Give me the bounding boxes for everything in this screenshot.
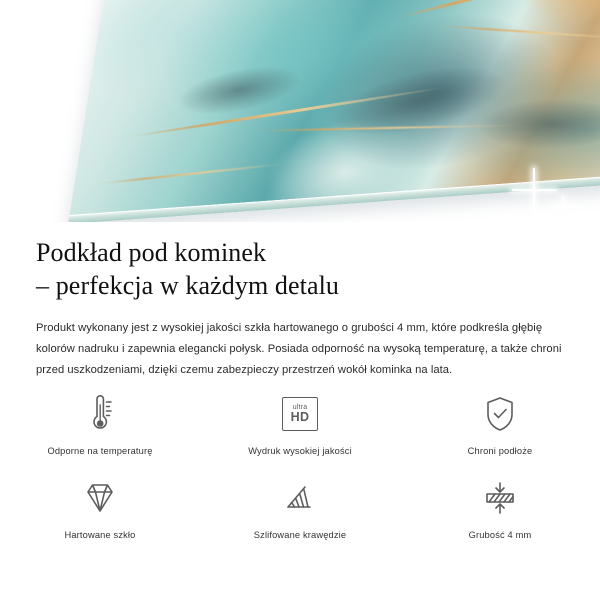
ultra-hd-icon bbox=[282, 392, 318, 436]
text-content bbox=[0, 222, 600, 381]
feature-item-polished-edges bbox=[200, 476, 400, 540]
hero-image bbox=[0, 0, 600, 222]
description-paragraph: Produkt wykonany jest z wysokiej jakości szkła hartowanego o grubości 4 mm, które podkreśla głębię kolorów nadruku i zapewnia elegancki połysk. Posiada odporność na wysoką temperaturę, a także chroni przed uszkodzeniami, dzięki czemu zabezpieczy przestrzeń wokół kominka na lata. bbox=[36, 322, 562, 376]
diamond-icon bbox=[79, 476, 121, 520]
feature-label: Odporne na temperaturę bbox=[47, 446, 153, 456]
page-title-line-1: Podkład pod kominek bbox=[36, 238, 267, 267]
ultra-hd-top-text: ultra bbox=[292, 404, 308, 412]
page-title bbox=[0, 222, 600, 302]
feature-label: Wydruk wysokiej jakości bbox=[248, 446, 352, 456]
feature-item-temperature bbox=[0, 392, 200, 456]
ultra-hd-bottom-text: HD bbox=[290, 410, 310, 425]
feature-item-thickness bbox=[400, 476, 600, 540]
polished-edge-icon bbox=[278, 476, 322, 520]
feature-label: Szlifowane krawędzie bbox=[253, 530, 347, 540]
sparkle-icon bbox=[552, 196, 574, 218]
feature-item-surface-protection bbox=[400, 392, 600, 456]
page-title-line-2: – perfekcja w każdym detalu bbox=[36, 271, 340, 300]
thermometer-icon bbox=[80, 392, 120, 436]
feature-label: Grubość 4 mm bbox=[468, 530, 532, 540]
feature-item-tempered-glass bbox=[0, 476, 200, 540]
thickness-icon bbox=[478, 476, 522, 520]
feature-label: Chroni podłoże bbox=[467, 446, 533, 456]
shield-check-icon bbox=[480, 392, 520, 436]
feature-item-print-quality bbox=[200, 392, 400, 456]
feature-label: Hartowane szkło bbox=[64, 530, 136, 540]
feature-grid bbox=[0, 392, 600, 560]
marble-glass-panel-image bbox=[68, 0, 600, 222]
